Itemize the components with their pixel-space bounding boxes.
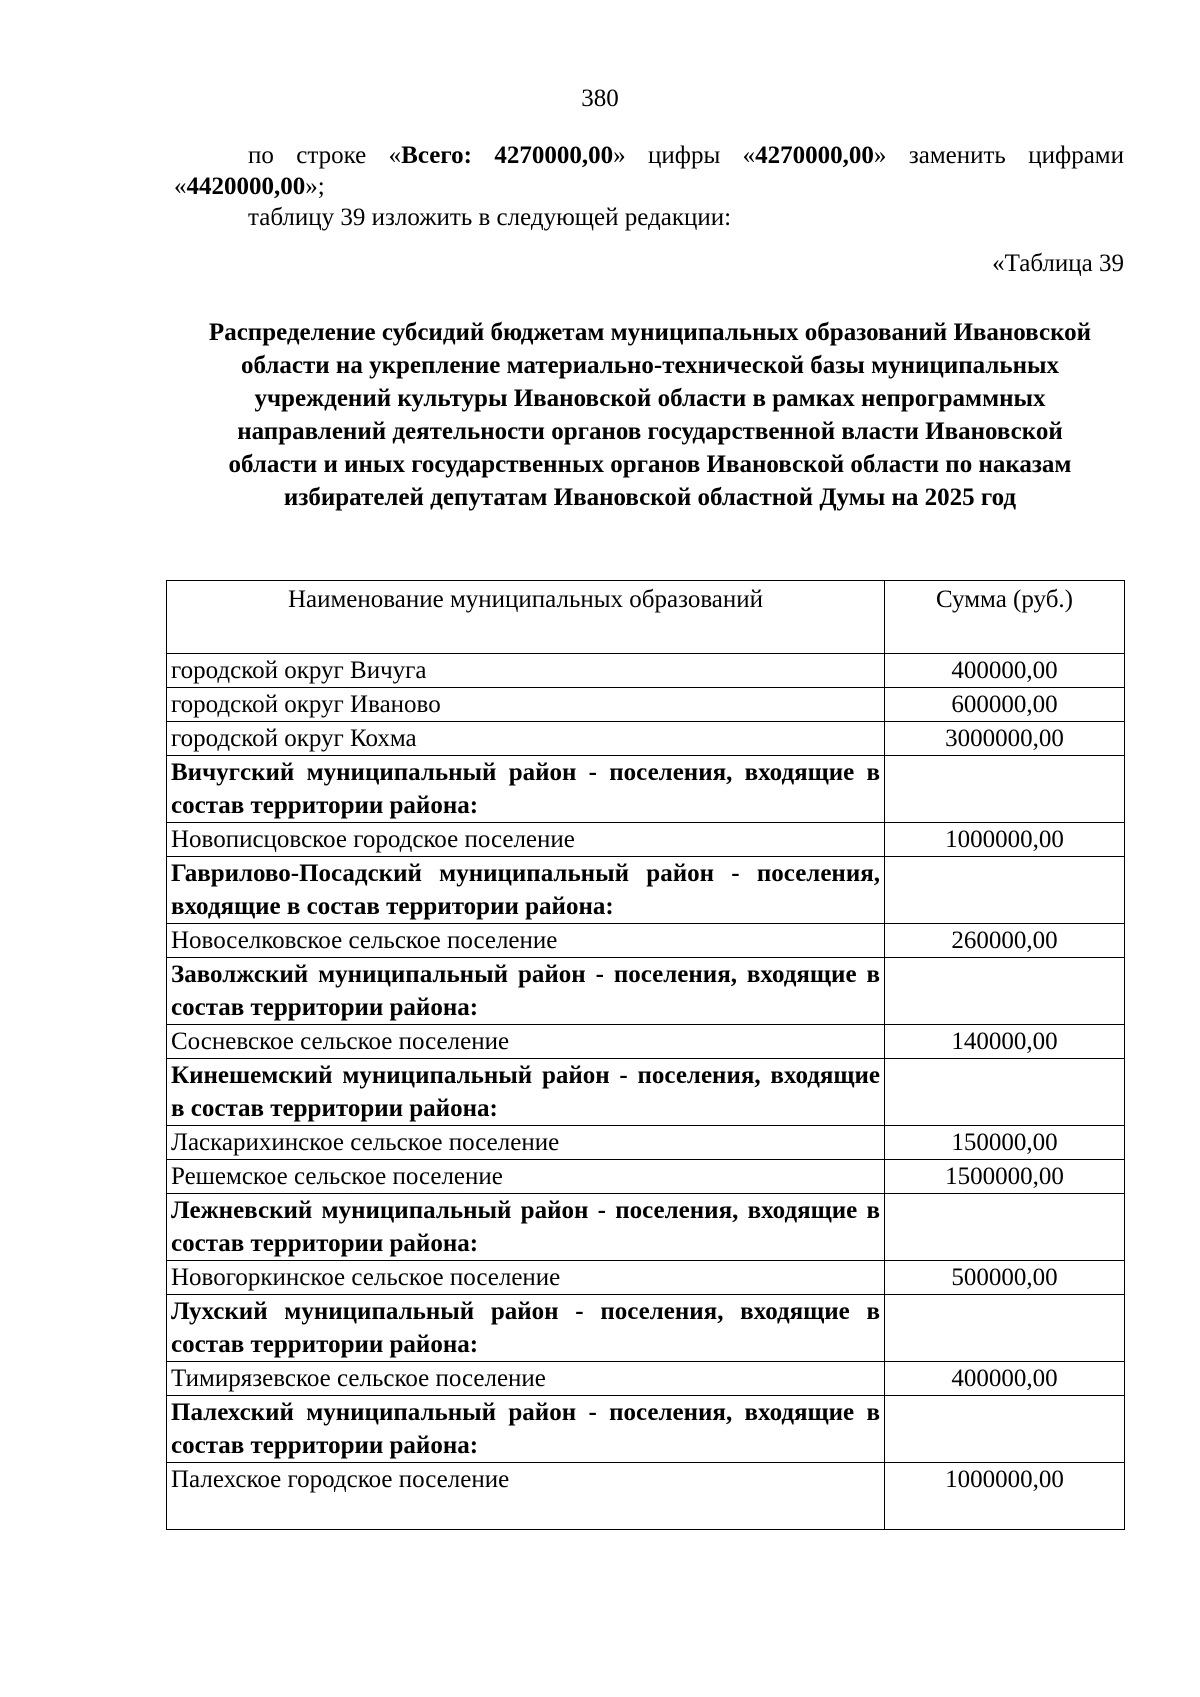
table-row (167, 1463, 1125, 1530)
row-name: Тимирязевское сельское поселение (167, 1362, 885, 1396)
table-row (167, 654, 1125, 688)
row-amount: 1000000,00 (885, 823, 1125, 857)
district-name: Кинешемский муниципальный район - поселения, входящие в состав территории района: (167, 1059, 885, 1126)
district-group-row (167, 1194, 1125, 1261)
table-row (167, 924, 1125, 958)
table-row (167, 1126, 1125, 1160)
row-amount: 400000,00 (885, 1362, 1125, 1396)
column-header-name: Наименование муниципальных образований (167, 581, 885, 654)
row-name: Сосневское сельское поселение (167, 1025, 885, 1059)
row-amount (885, 756, 1125, 823)
row-amount: 1000000,00 (885, 1463, 1125, 1530)
row-amount: 3000000,00 (885, 722, 1125, 756)
district-name: Лежневский муниципальный район - поселения, входящие в состав территории района: (167, 1194, 885, 1261)
document-title: Распределение субсидий бюджетам муниципальных образований Ивановской области на укрепление материально-технической базы муниципальных учреждений культуры Ивановской области в рамках непрограммных направлений деятельности органов государственной власти Ивановской области и иных государственных органов Ивановской области по наказам избирателей депутатам Ивановской областной Думы на 2025 год (208, 319, 1092, 511)
total-label: Всего: 4270000,00 (401, 142, 614, 169)
row-name: городской округ Иваново (167, 688, 885, 722)
page-number: 380 (581, 85, 619, 112)
column-header-amount: Сумма (руб.) (885, 581, 1125, 654)
row-amount: 140000,00 (885, 1025, 1125, 1059)
new-value: 4420000,00 (186, 173, 306, 200)
district-group-row (167, 1059, 1125, 1126)
district-group-row (167, 857, 1125, 924)
table-row (167, 1160, 1125, 1194)
subsidy-table (166, 580, 1125, 1530)
row-amount (885, 1295, 1125, 1362)
row-amount: 150000,00 (885, 1126, 1125, 1160)
row-amount (885, 1194, 1125, 1261)
row-amount (885, 958, 1125, 1025)
district-name: Заволжский муниципальный район - поселения, входящие в состав территории района: (167, 958, 885, 1025)
table-row (167, 1362, 1125, 1396)
district-name: Палехский муниципальный район - поселения, входящие в состав территории района: (167, 1396, 885, 1463)
row-name: городской округ Вичуга (167, 654, 885, 688)
row-amount: 400000,00 (885, 654, 1125, 688)
district-name: Лухский муниципальный район - поселения, входящие в состав территории района: (167, 1295, 885, 1362)
district-group-row (167, 958, 1125, 1025)
intro-paragraph-1: по строке «Всего: 4270000,00» цифры «4270000,00» заменить цифрами «4420000,00»; (174, 142, 1124, 200)
row-name: Новописцовское городское поселение (167, 823, 885, 857)
district-name: Вичугский муниципальный район - поселения, входящие в состав территории района: (167, 756, 885, 823)
district-group-row (167, 756, 1125, 823)
table-caption: «Таблица 39 (992, 250, 1124, 277)
row-amount: 260000,00 (885, 924, 1125, 958)
table-row (167, 1261, 1125, 1295)
row-name: Ласкарихинское сельское поселение (167, 1126, 885, 1160)
row-amount: 500000,00 (885, 1261, 1125, 1295)
row-amount (885, 1059, 1125, 1126)
district-group-row (167, 1295, 1125, 1362)
table-row (167, 823, 1125, 857)
table-header-row (167, 581, 1125, 654)
intro-paragraph-2: таблицу 39 изложить в следующей редакции: (248, 204, 732, 231)
district-group-row (167, 1396, 1125, 1463)
district-name: Гаврилово-Посадский муниципальный район - поселения, входящие в состав территории района: (167, 857, 885, 924)
row-name: Новоселковское сельское поселение (167, 924, 885, 958)
row-amount (885, 1396, 1125, 1463)
row-amount (885, 857, 1125, 924)
old-value: 4270000,00 (755, 142, 874, 169)
row-name: Новогоркинское сельское поселение (167, 1261, 885, 1295)
table-row (167, 688, 1125, 722)
row-amount: 600000,00 (885, 688, 1125, 722)
table-row (167, 1025, 1125, 1059)
table-row (167, 722, 1125, 756)
row-name: Палехское городское поселение (167, 1463, 885, 1530)
row-amount: 1500000,00 (885, 1160, 1125, 1194)
row-name: Решемское сельское поселение (167, 1160, 885, 1194)
row-name: городской округ Кохма (167, 722, 885, 756)
